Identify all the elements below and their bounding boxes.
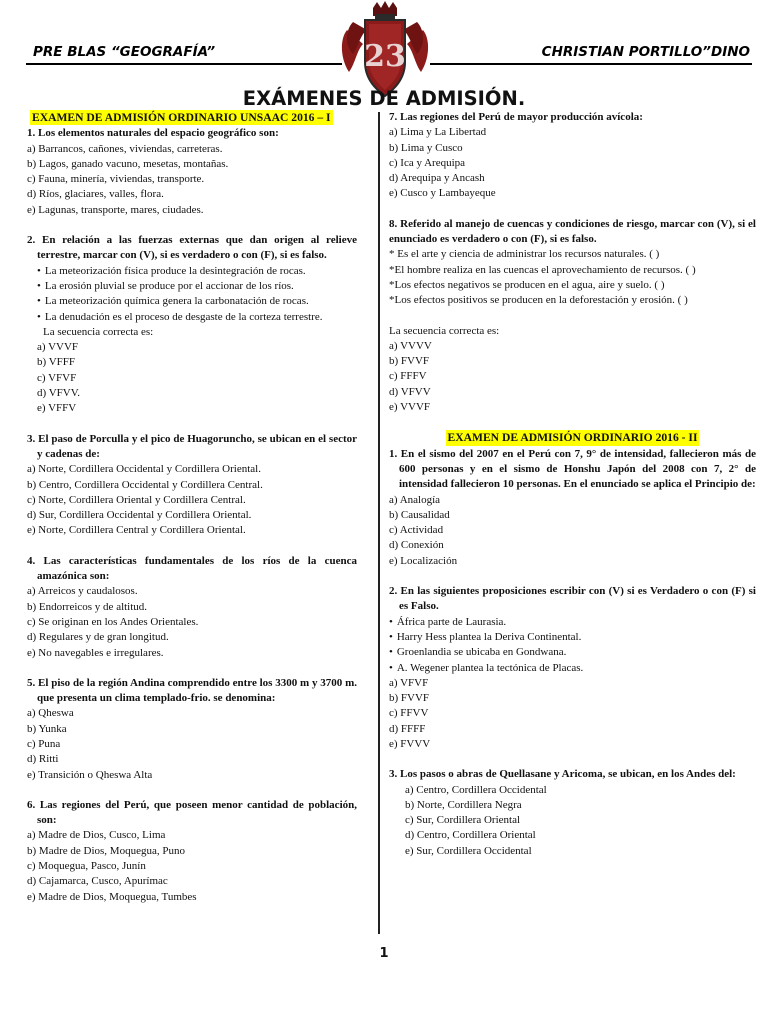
statement-item: • A. Wegener plantea la tectónica de Placas. [389, 661, 756, 676]
statement-item: • África parte de Laurasia. [389, 615, 756, 630]
question-stem: 4. Las características fundamentales de los ríos de la cuenca amazónica son: [27, 554, 357, 583]
answer-option: c) Se originan en los Andes Orientales. [27, 615, 199, 628]
statement-item: • La meteorización química genera la carbonatación de rocas. [27, 294, 357, 309]
answer-option: a) VFVF [389, 676, 429, 689]
answer-option: b) Centro, Cordillera Occidental y Cordillera Central. [27, 478, 263, 491]
question-ii-3 [389, 767, 756, 859]
question-7 [389, 110, 756, 202]
question-4 [27, 554, 357, 661]
statement-item: * Es el arte y ciencia de administrar los recursos naturales. ( ) [389, 248, 660, 261]
answer-option: a) Norte, Cordillera Occidental y Cordillera Oriental. [27, 463, 261, 476]
header-author-label: CHRISTIAN PORTILLO”DINO [541, 44, 750, 60]
statement-item: *Los efectos negativos se producen en el agua, aire y suelo. ( ) [389, 278, 665, 291]
answer-option: d) Arequipa y Ancash [389, 172, 485, 185]
question-6 [27, 798, 357, 905]
question-ii-1 [389, 447, 756, 569]
statement-item: • La meteorización física produce la desintegración de rocas. [27, 264, 357, 279]
answer-option: c) VFVF [37, 371, 77, 384]
question-1 [27, 126, 357, 218]
question-8 [389, 217, 756, 416]
question-stem: 5. El piso de la región Andina comprendido entre los 3300 m y 3700 m. que presenta un clima templado-frio. se denomina: [27, 676, 357, 705]
answer-option: e) No navegables e irregulares. [27, 646, 164, 659]
answer-option: a) VVVF [37, 341, 79, 354]
statement-item: • La erosión pluvial se produce por el accionar de los ríos. [27, 279, 357, 294]
statement-item: • Harry Hess plantea la Deriva Continental. [389, 630, 756, 645]
answer-option: d) FFFF [389, 722, 426, 735]
answer-option: d) Sur, Cordillera Occidental y Cordillera Oriental. [27, 509, 252, 522]
question-stem: 8. Referido al manejo de cuencas y condiciones de riesgo, marcar con (V), si el enunciado es verdadero o con (F), si es falso. [389, 217, 756, 246]
question-2 [27, 233, 357, 417]
answer-option: e) Sur, Cordillera Occidental [405, 844, 532, 857]
answer-option: d) Conexión [389, 539, 444, 552]
exam-banner-2016-ii-wrap [389, 430, 756, 446]
question-ii-2 [389, 584, 756, 752]
answer-option: e) Madre de Dios, Moquegua, Tumbes [27, 890, 197, 903]
answer-option: a) Centro, Cordillera Occidental [405, 783, 547, 796]
question-stem: 2. En las siguientes proposiciones escribir con (V) si es Verdadero o con (F) si es Falso. [389, 585, 756, 613]
answer-option: e) Localización [389, 554, 458, 567]
statement-item: • La denudación es el proceso de desgaste de la corteza terrestre. [27, 310, 357, 325]
header-course-label: PRE BLAS “GEOGRAFÍA” [33, 44, 216, 60]
answer-option: d) Ritti [27, 753, 59, 766]
sequence-label: La secuencia correcta es: [389, 324, 500, 337]
statement-item: *El hombre realiza en las cuencas el aprovechamiento de recursos. ( ) [389, 263, 696, 276]
answer-option: b) FVVF [389, 692, 430, 705]
question-stem: 3. El paso de Porculla y el pico de Huagoruncho, se ubican en el sector y cadenas de: [27, 432, 357, 460]
column-divider [378, 112, 380, 934]
answer-option: a) Analogía [389, 493, 441, 506]
answer-option: e) VFFV [37, 402, 77, 415]
answer-option: b) Yunka [27, 722, 67, 735]
answer-option: b) Madre de Dios, Moquegua, Puno [27, 844, 185, 857]
answer-option: b) Norte, Cordillera Negra [405, 798, 522, 811]
answer-option: d) VFVV. [37, 387, 80, 400]
left-column [27, 110, 357, 905]
answer-option: b) Endorreicos y de altitud. [27, 600, 148, 613]
answer-option: c) Puna [27, 737, 61, 750]
answer-option: c) Actividad [389, 524, 444, 537]
exam-banner-2016-i-wrap [27, 110, 357, 126]
answer-option: e) Lagunas, transporte, mares, ciudades. [27, 203, 204, 216]
exam-banner-2016-ii: EXAMEN DE ADMISIÓN ORDINARIO 2016 - II [447, 431, 698, 445]
question-stem: 3. Los pasos o abras de Quellasane y Aricoma, se ubican, en los Andes del: [389, 768, 736, 781]
question-3 [27, 432, 357, 539]
answer-option: d) VFVV [389, 385, 431, 398]
answer-option: e) Cusco y Lambayeque [389, 187, 496, 200]
answer-option: e) VVVF [389, 401, 431, 414]
answer-option: d) Centro, Cordillera Oriental [405, 829, 536, 842]
page-number: 1 [379, 946, 389, 961]
header-rule-right [430, 63, 752, 65]
answer-option: c) Fauna, minería, viviendas, transporte. [27, 173, 205, 186]
answer-option: a) Lima y La Libertad [389, 126, 487, 139]
answer-option: e) Norte, Cordillera Central y Cordillera Oriental. [27, 524, 246, 537]
answer-option: b) VFFF [37, 356, 76, 369]
sequence-label: La secuencia correcta es: [43, 325, 154, 338]
answer-option: c) Ica y Arequipa [389, 156, 466, 169]
answer-option: e) Transición o Qheswa Alta [27, 768, 153, 781]
answer-option: a) Barrancos, cañones, viviendas, carreteras. [27, 142, 223, 155]
answer-option: a) VVVV [389, 339, 432, 352]
question-stem: 2. En relación a las fuerzas externas que dan origen al relieve terrestre, marcar con (V), si es verdadero o con (F), si es falso. [27, 234, 357, 262]
answer-option: c) Moquegua, Pasco, Junín [27, 860, 146, 873]
answer-option: d) Cajamarca, Cusco, Apurímac [27, 875, 168, 888]
answer-option: d) Ríos, glaciares, valles, flora. [27, 188, 164, 201]
crest-monogram: 23 [364, 39, 406, 74]
question-stem: 6. Las regiones del Perú, que poseen menor cantidad de población, son: [27, 798, 357, 827]
answer-option: d) Regulares y de gran longitud. [27, 631, 169, 644]
crest-logo [335, 0, 435, 100]
header-rule-left [26, 63, 342, 65]
statement-item: *Los efectos positivos se producen en la deforestación y erosión. ( ) [389, 294, 688, 307]
exam-banner-2016-i: EXAMEN DE ADMISIÓN ORDINARIO UNSAAC 2016 – I [32, 111, 331, 124]
answer-option: c) FFVV [389, 707, 429, 720]
answer-option: a) Arreicos y caudalosos. [27, 585, 138, 598]
answer-option: a) Madre de Dios, Cusco, Lima [27, 829, 166, 842]
answer-option: a) Qheswa [27, 707, 74, 720]
right-column [389, 110, 756, 859]
question-stem: 1. Los elementos naturales del espacio geográfico son: [27, 127, 279, 140]
question-stem: 1. En el sismo del 2007 en el Perú con 7, 9° de intensidad, fallecieron más de 600 personas y en el sismo de Honshu Japón del 2008 con 7, 2° de intensidad fallecieron 10 personas. En el enunciado se aplica el Principio de: [389, 447, 756, 491]
answer-option: b) Lima y Cusco [389, 141, 463, 154]
question-5 [27, 676, 357, 783]
answer-option: c) FFFV [389, 370, 427, 383]
question-stem: 7. Las regiones del Perú de mayor producción avícola: [389, 111, 643, 123]
statement-item: • Groenlandia se ubicaba en Gondwana. [389, 645, 756, 660]
answer-option: b) FVVF [389, 355, 430, 368]
answer-option: e) FVVV [389, 737, 431, 750]
page-title: EXÁMENES DE ADMISIÓN. [242, 87, 526, 110]
answer-option: b) Lagos, ganado vacuno, mesetas, montañas. [27, 157, 229, 170]
answer-option: c) Sur, Cordillera Oriental [405, 814, 521, 827]
spacer [389, 309, 756, 324]
answer-option: b) Causalidad [389, 508, 450, 521]
answer-option: c) Norte, Cordillera Oriental y Cordillera Central. [27, 493, 246, 506]
